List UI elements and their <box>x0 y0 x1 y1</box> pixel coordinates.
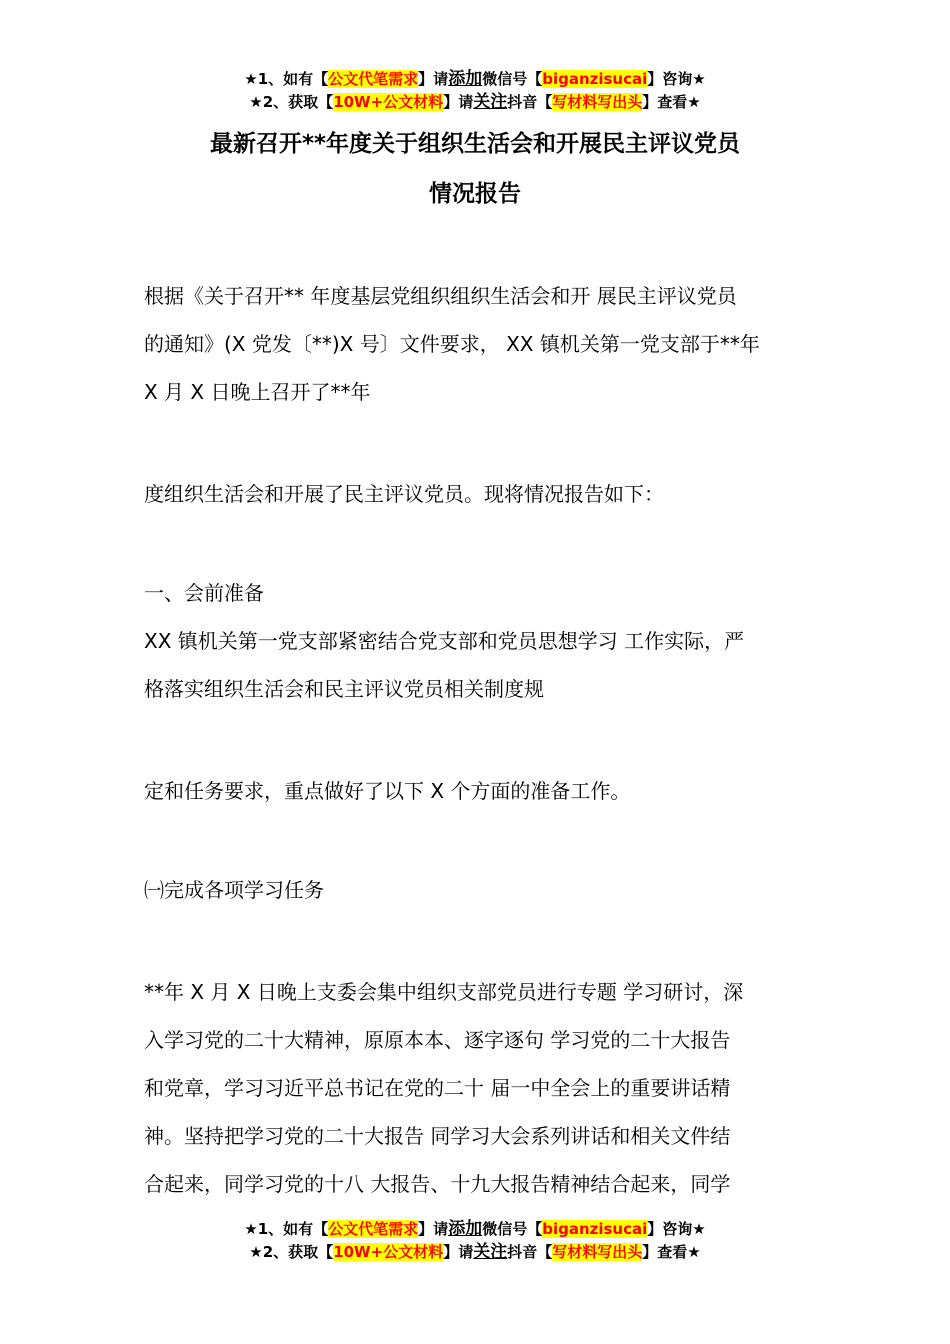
banner-underlined: 添加 <box>448 69 483 89</box>
banner-text: 】请 <box>443 93 474 111</box>
banner-text: ★1、如有【 <box>244 1220 329 1238</box>
banner-text: 】咨询★ <box>647 70 706 88</box>
banner-highlight: 公文代笔需求 <box>328 70 419 88</box>
body-line: XX 镇机关第一党支部紧密结合党支部和党员思想学习 工作实际，严 <box>144 629 745 653</box>
body-line: X 月 X 日晚上召开了**年 <box>144 380 371 404</box>
banner-highlight: 10W+公文材料 <box>333 1243 444 1261</box>
body-line: 神。坚持把学习党的二十大报告 同学习大会系列讲话和相关文件结 <box>144 1124 731 1148</box>
banner-highlight: biganzisucai <box>542 70 648 88</box>
banner-line-1 <box>0 1218 950 1241</box>
section-heading: 一、会前准备 <box>144 581 264 605</box>
banner-line-2 <box>0 91 950 114</box>
banner-highlight: 写材料写出头 <box>552 93 643 111</box>
footer-banner <box>0 1218 950 1264</box>
subsection-heading: ㈠完成各项学习任务 <box>144 878 324 902</box>
banner-text: ★2、获取【 <box>249 1243 334 1261</box>
document-title-line-1: 最新召开**年度关于组织生活会和开展民主评议党员 <box>209 131 741 157</box>
banner-highlight: 10W+公文材料 <box>333 93 444 111</box>
body-line: 和党章，学习习近平总书记在党的二十 届一中全会上的重要讲话精 <box>144 1076 731 1100</box>
banner-highlight: 公文代笔需求 <box>328 1220 419 1238</box>
body-line: 的通知》(X 党发〔**)X 号〕文件要求， XX 镇机关第一党支部于**年 <box>144 332 760 356</box>
body-line: 合起来，同学习党的十八 大报告、十九大报告精神结合起来，同学 <box>144 1172 731 1196</box>
banner-line-1 <box>0 68 950 91</box>
banner-highlight: biganzisucai <box>542 1220 648 1238</box>
body-line: 度组织生活会和开展了民主评议党员。现将情况报告如下： <box>144 482 664 506</box>
body-line: 定和任务要求，重点做好了以下 X 个方面的准备工作。 <box>144 779 631 803</box>
banner-text: 】请 <box>418 70 449 88</box>
banner-text: 】请 <box>443 1243 474 1261</box>
banner-text: 抖音【 <box>507 1243 553 1261</box>
banner-text: 】查看★ <box>642 93 701 111</box>
banner-text: 】查看★ <box>642 1243 701 1261</box>
banner-underlined: 关注 <box>473 92 508 112</box>
banner-text: 】咨询★ <box>647 1220 706 1238</box>
banner-text: 微信号【 <box>482 70 543 88</box>
banner-text: ★2、获取【 <box>249 93 334 111</box>
banner-text: 】请 <box>418 1220 449 1238</box>
document-title-line-2: 情况报告 <box>429 181 521 207</box>
banner-underlined: 添加 <box>448 1219 483 1239</box>
banner-underlined: 关注 <box>473 1242 508 1262</box>
header-banner <box>0 68 950 114</box>
body-line: 格落实组织生活会和民主评议党员相关制度规 <box>144 677 544 701</box>
banner-highlight: 写材料写出头 <box>552 1243 643 1261</box>
body-line: 入学习党的二十大精神，原原本本、逐字逐句 学习党的二十大报告 <box>144 1028 731 1052</box>
body-line: **年 X 月 X 日晚上支委会集中组织支部党员进行专题 学习研讨，深 <box>144 980 744 1004</box>
banner-line-2 <box>0 1241 950 1264</box>
body-line: 根据《关于召开** 年度基层党组织组织生活会和开 展民主评议党员 <box>144 284 737 308</box>
banner-text: 抖音【 <box>507 93 553 111</box>
banner-text: ★1、如有【 <box>244 70 329 88</box>
banner-text: 微信号【 <box>482 1220 543 1238</box>
